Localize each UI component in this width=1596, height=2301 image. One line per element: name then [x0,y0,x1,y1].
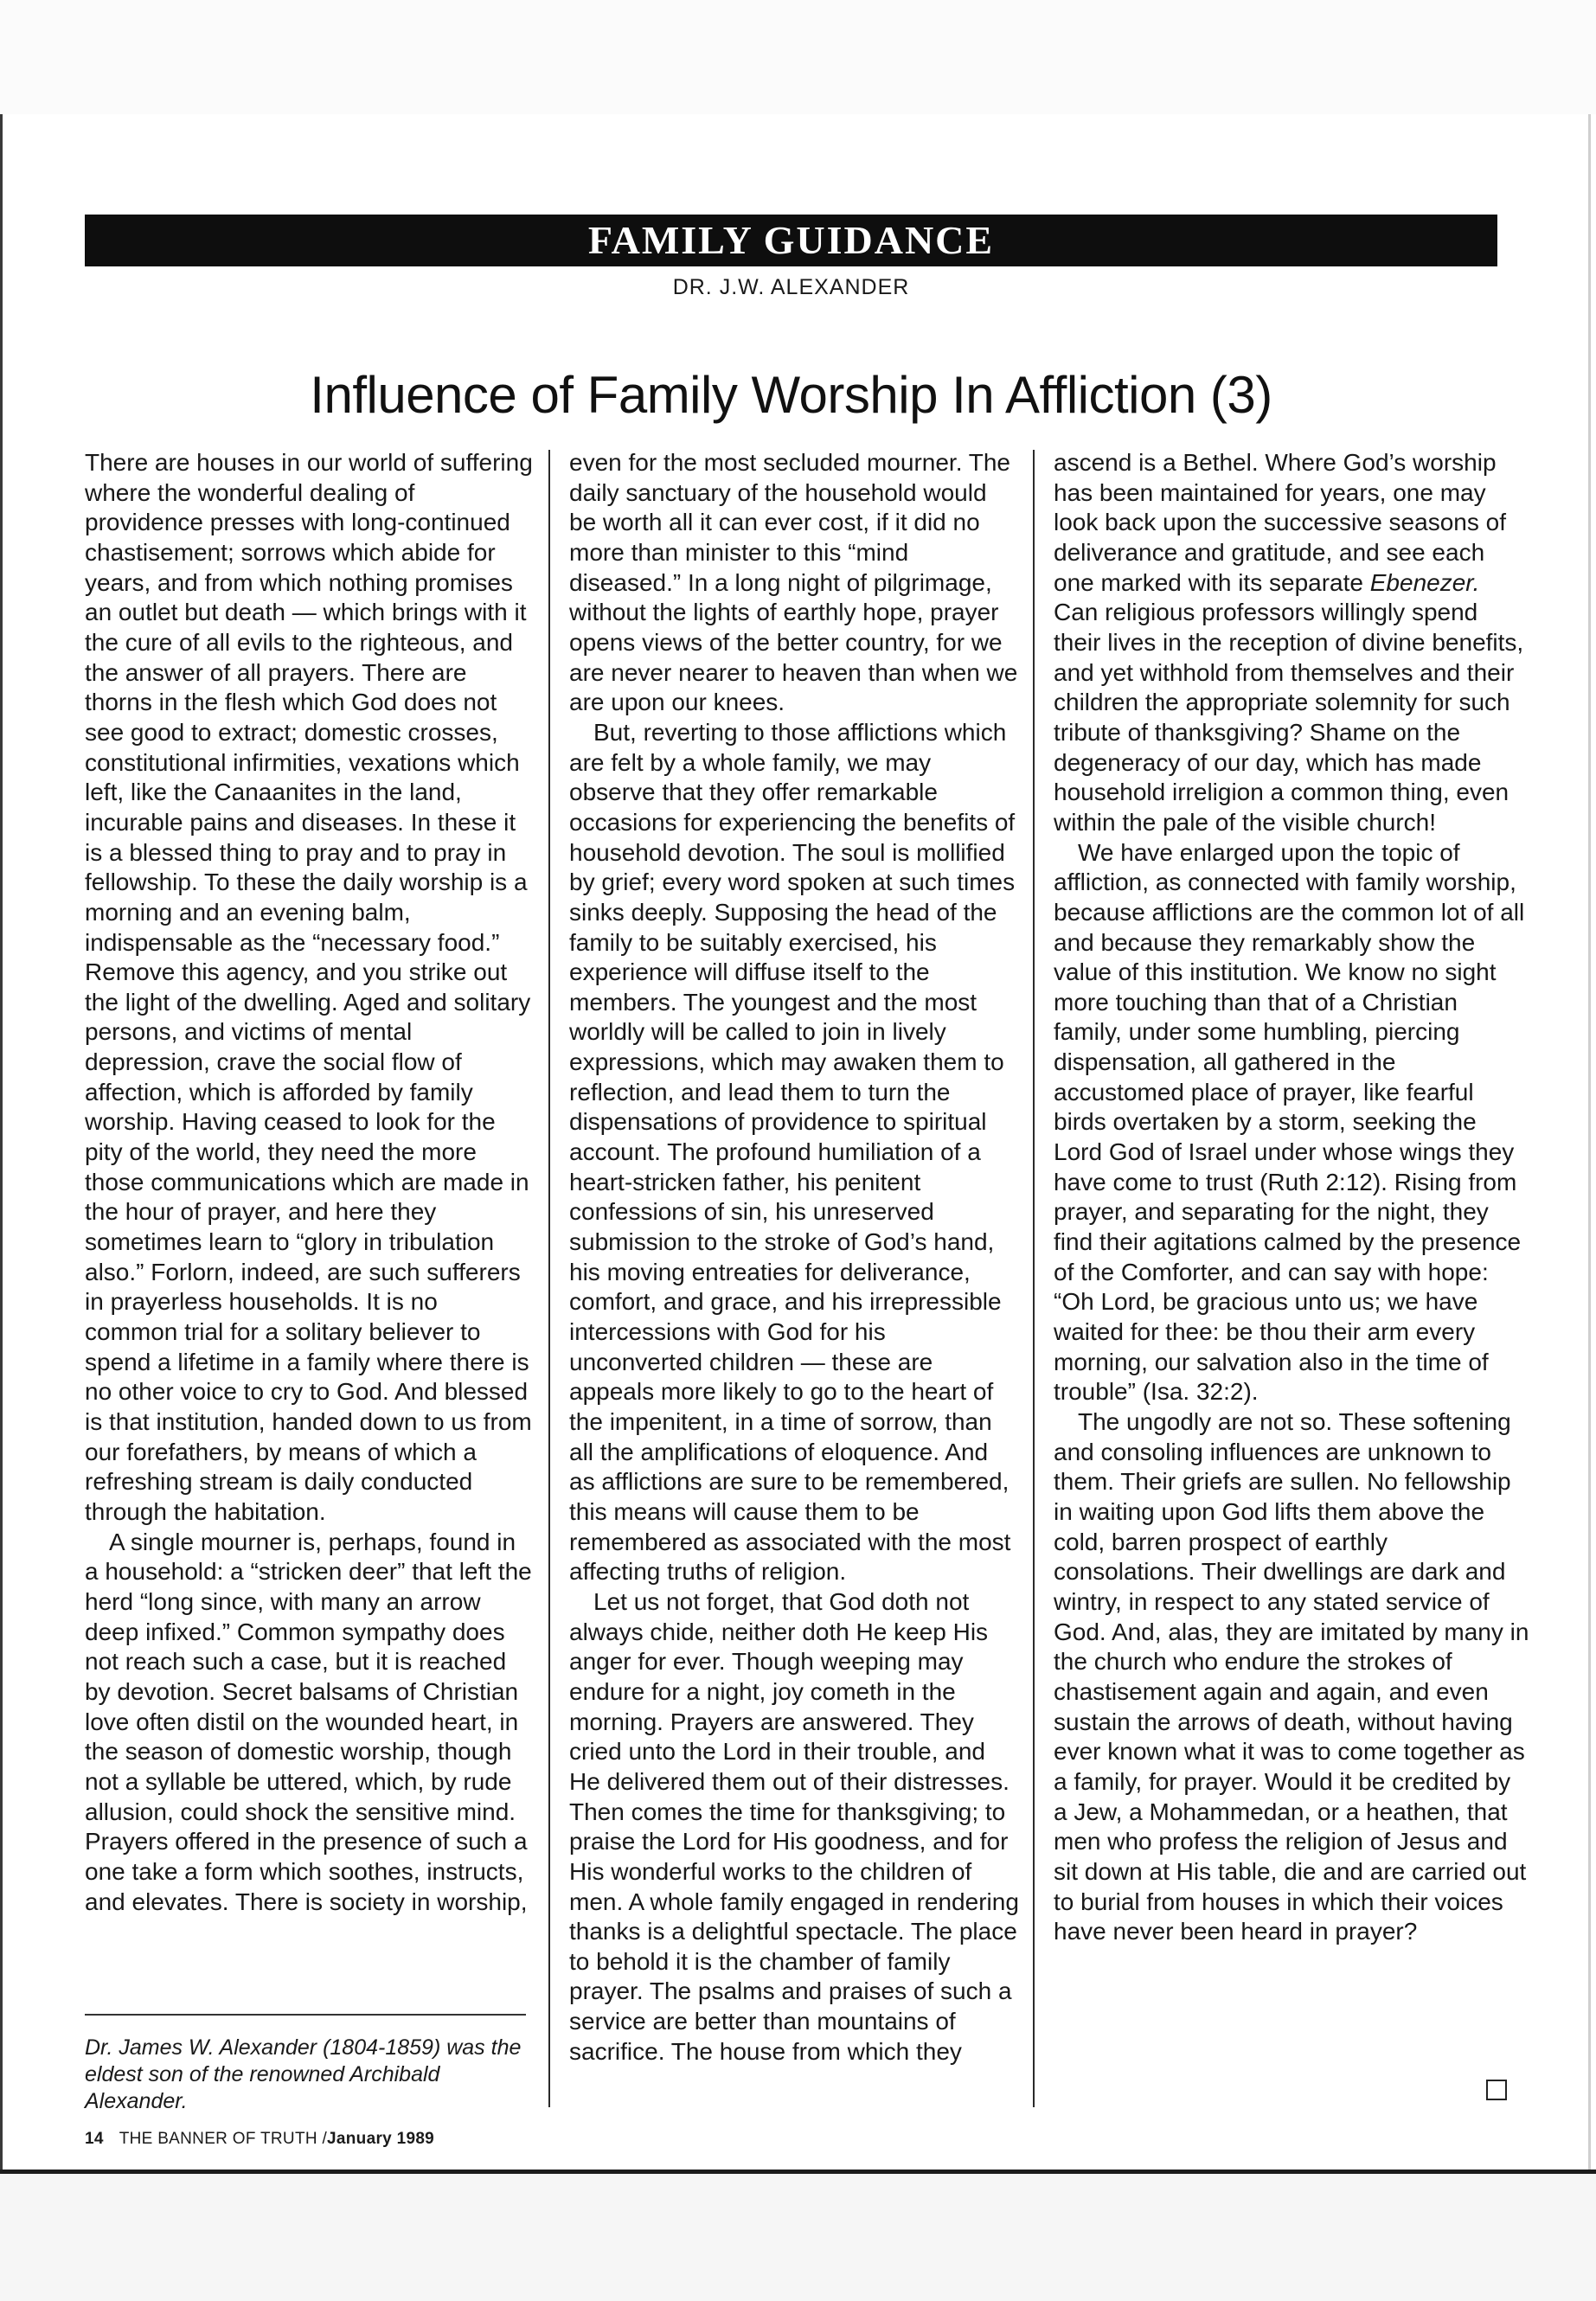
end-of-article-square-icon [1486,2080,1507,2100]
article-column-2 [569,448,1019,2109]
publication-name: THE BANNER OF TRUTH / [119,2130,328,2148]
footnote-divider [85,2014,526,2016]
page-edge-left [0,114,3,2173]
paragraph: We have enlarged upon the topic of affliction, as connected with family worship, because afflictions are the common lot of all and because they remarkably show the value of this institution. We know no sight more touching than that of a Christian family, under some humbling, piercing dispensation, all gathered in the accustomed place of prayer, like fearful birds overtaken by a storm, seeking the Lord God of Israel under whose wings they have come to trust (Ruth 2:12). Rising from prayer, and separating for the night, they find their agitations calmed by the presence of the Comforter, and can say with hope: “Oh Lord, be gracious unto us; we have waited for thee: be thou their arm every morning, our salvation also in the time of trouble” (Isa. 32:2). [1054,838,1525,1406]
page-edge-right [1588,114,1591,2170]
article-column-1 [85,448,535,2005]
column-divider [548,450,550,2107]
section-banner: FAMILY GUIDANCE [85,215,1497,266]
scan-margin-top [0,0,1596,114]
scan-margin-bottom [0,2173,1596,2301]
column-divider [1033,450,1035,2107]
paragraph: A single mourner is, perhaps, found in a household: a “stricken deer” that left the herd “long since, with many an arrow deep infixed.” Common sympathy does not reach such a case, but it is reached by devotion. Secret balsams of Christian love often distil on the wounded heart, in the season of domestic worship, though not a syllable be uttered, which, by rude allusion, could shock the sensitive mind. Prayers offered in the presence of such a one take a form which soothes, instructs, and elevates. There is society in worship, [85,1528,532,1915]
paragraph: There are houses in our world of suffering where the wonderful dealing of providence presses with long-continued chastisement; sorrows which abide for years, and from which nothing promises an outlet but death — which brings with it the cure of all evils to the righteous, and the answer of all prayers. There are thorns in the flesh which God does not see good to extract; domestic crosses, constitutional infirmities, vexations which left, like the Canaanites in the land, incurable pains and diseases. In these it is a blessed thing to pray and to pray in fellowship. To these the daily worship is a morning and an evening balm, indispensable as the “necessary food.” Remove this agency, and you strike out the light of the dwelling. Aged and solitary persons, and victims of mental depression, crave the social flow of affection, which is afforded by family worship. Having ceased to look for the pity of the world, they need the more those communications which are made in the hour of prayer, and here they sometimes learn to “glory in tribulation also.” Forlorn, indeed, are such sufferers in prayerless households. It is no common trial for a solitary believer to spend a lifetime in a family where there is no other voice to cry to God. And blessed is that institution, handed down to us from our forefathers, by means of which a refreshing stream is daily conducted through the habitation. [85,449,533,1525]
issue-date: January 1989 [327,2130,435,2148]
paragraph: But, reverting to those afflictions which are felt by a whole family, we may observe that they offer remarkable occasions for experiencing the benefits of household devotion. The soul is mollified by grief; every word spoken at such times sinks deeply. Supposing the head of the family to be suitably exercised, his experience will diffuse itself to the members. The youngest and the most worldly will be called to join in lively expressions, which may awaken them to reflection, and lead them to turn the dispensations of providence to spiritual account. The profound humiliation of a heart-stricken father, his penitent confessions of sin, his unreserved submission to the stroke of God’s hand, his moving entreaties for deliverance, comfort, and grace, and his irrepressible intercessions with God for his unconverted children — these are appeals more likely to go to the heart of the impenitent, in a time of sorrow, than all the amplifications of eloquence. And as afflictions are sure to be remembered, this means will cause them to be remembered as associated with the most affecting truths of religion. [569,718,1016,1586]
paragraph [1054,448,1529,838]
text-run: Can religious professors willingly spend their lives in the reception of divine benefits, and yet withhold from themselves and their children the appropriate solemnity for such tribute of thanksgiving? Shame on the degeneracy of our day, which has made household irreligion a common thing, even within the pale of the visible church! [1054,599,1524,836]
paragraph: even for the most secluded mourner. The daily sanctuary of the household would be worth all it can ever cost, if it did no more than minister to this “mind diseased.” In a long night of pilgrimage, without the lights of earthly hope, prayer opens views of the better country, for we are never nearer to heaven than when we are upon our knees. [569,449,1018,716]
paragraph: The ungodly are not so. These softening and consoling influences are unknown to them. Their griefs are sullen. No fellowship in waiting upon God lifts them above the cold, barren prospect of earthly consolations. Their dwellings are dark and wintry, in respect to any stated service of God. And, alas, they are imitated by many in the church who endure the strokes of chastisement again and again, and even sustain the arrows of death, without having ever known what it was to come together as a family, for prayer. Would it be credited by a Jew, a Mohammedan, or a heathen, that men who profess the religion of Jesus and sit down at His table, die and are carried out to burial from houses in which their voices have never been heard in prayer? [1054,1408,1529,1945]
author-footnote: Dr. James W. Alexander (1804-1859) was the eldest son of the renowned Archibald Alexander. [85,2035,522,2113]
paragraph: Let us not forget, that God doth not always chide, neither doth He keep His anger for ever. Though weeping may endure for a night, joy cometh in the morning. Prayers are answered. They cried unto the Lord in their trouble, and He delivered them out of their distresses. Then comes the time for thanksgiving; to praise the Lord for His goodness, and for His wonderful works to the children of men. A whole family engaged in rendering thanks is a delightful spectacle. The place to behold it is the chamber of family prayer. The psalms and praises of such a service are better than mountains of sacrifice. The house from which they [569,1587,1019,2065]
page-number: 14 [85,2130,104,2148]
page-footer [85,2130,604,2149]
text-run: ascend is a Bethel. Where God’s worship has been maintained for years, one may look back upon the successive seasons of deliverance and gratitude, and see each one marked with its separate [1054,449,1506,596]
page-edge-bottom [0,2170,1596,2174]
emphasis-text: Ebenezer. [1369,568,1480,596]
author-byline: DR. J.W. ALEXANDER [672,275,910,299]
article-title: Influence of Family Worship In Affliction (3) [310,366,1272,424]
article-column-3 [1054,448,1529,2109]
